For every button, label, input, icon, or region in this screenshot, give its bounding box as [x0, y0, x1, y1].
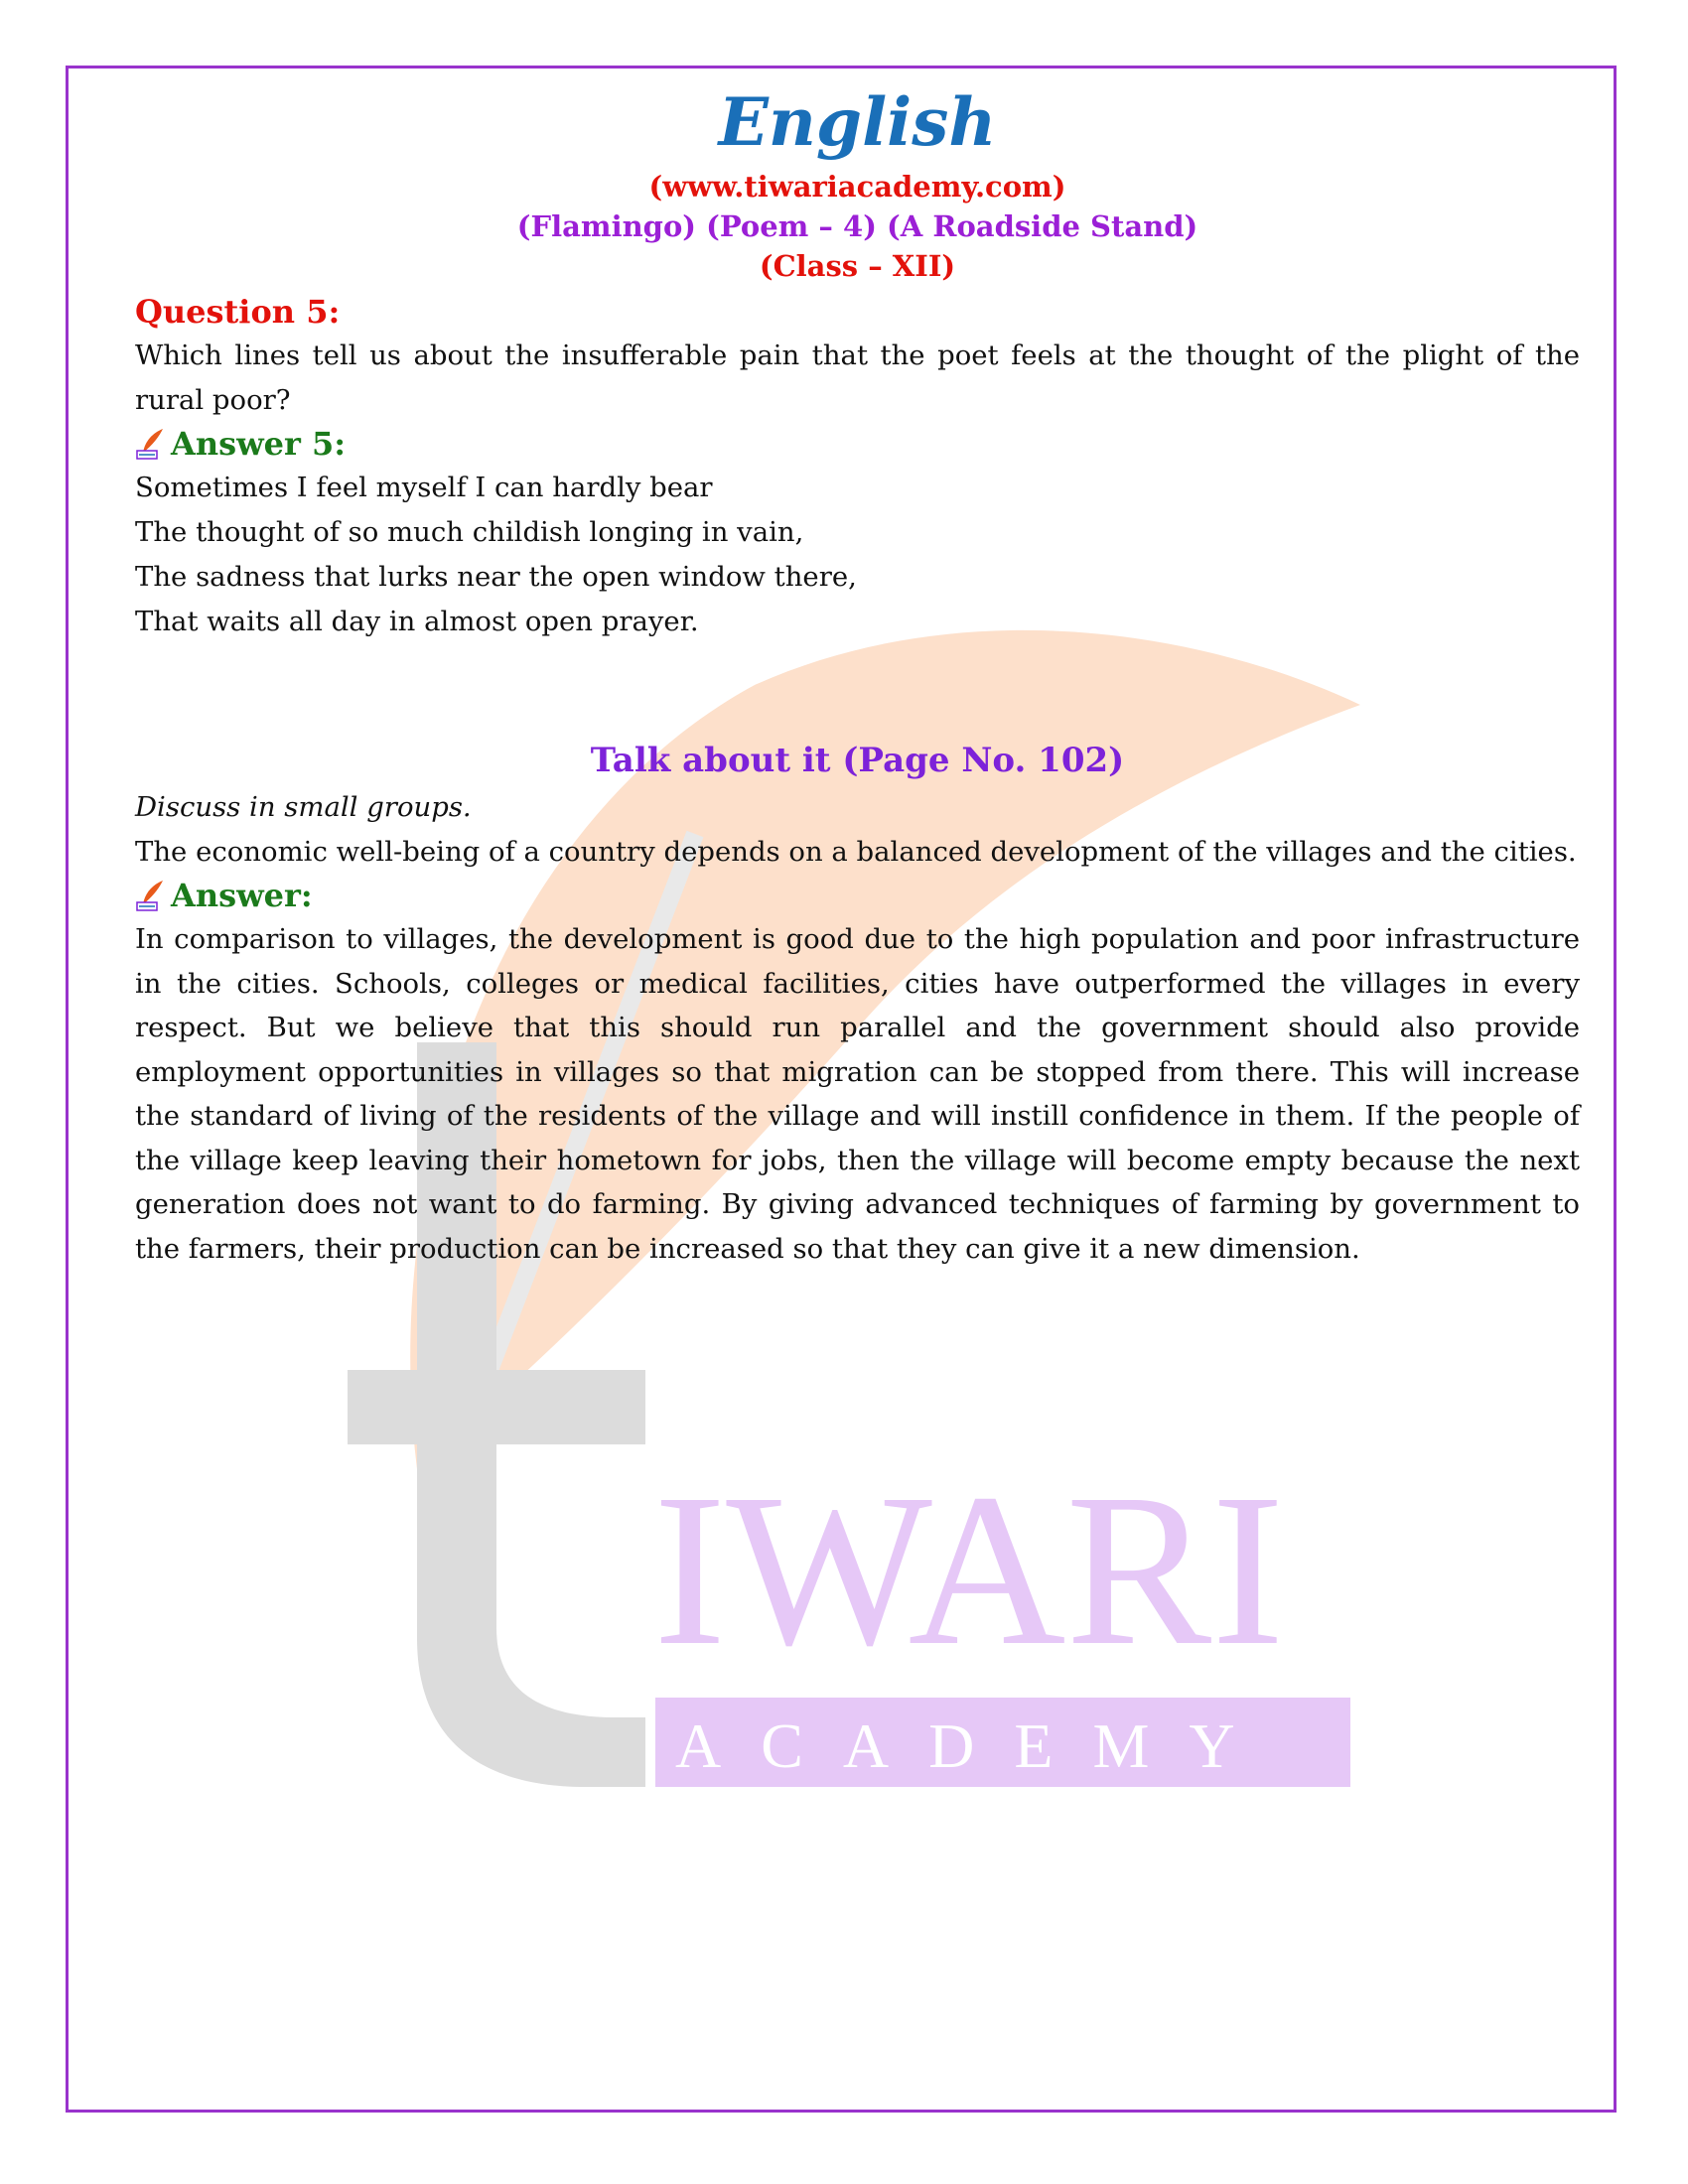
talk-answer-text: In comparison to villages, the development is good due to the high population and poor infrastructure in the cities. Schools, colleges or medical facilities, cities have outperformed the villages in every respect. But we believe that this should run parallel and the government should also provide employment opportunities in villages so that migration can be stopped from there. This will increase the standard of living of the residents of the village and will instill confidence in them. If the people of the village keep leaving their hometown for jobs, then the village will become empty because the next generation does not want to do farming. By giving advanced techniques of farming by government to the farmers, their production can be increased so that they can give it a new dimension.: [135, 923, 1580, 1265]
book-line: (Flamingo) (Poem – 4) (A Roadside Stand): [516, 209, 1198, 243]
talk-about-it-title: Talk about it (Page No. 102): [590, 741, 1125, 780]
quill-pen-icon: [135, 879, 167, 912]
poem-line-2: The thought of so much childish longing in vain,: [135, 516, 804, 548]
quill-pen-icon: [135, 427, 167, 461]
class-line: (Class – XII): [759, 249, 956, 283]
poem-line-4: That waits all day in almost open prayer.: [135, 606, 699, 637]
talk-answer-heading: [135, 874, 1580, 917]
talk-answer-label: Answer:: [171, 877, 313, 914]
question-5-heading: Question 5:: [135, 293, 341, 331]
poem-line-3: The sadness that lurks near the open window there,: [135, 561, 857, 593]
answer-5-heading: [135, 422, 1580, 466]
page-title: English: [718, 83, 997, 161]
website-line: (www.tiwariacademy.com): [648, 170, 1066, 204]
watermark-word-iwari: IWARI: [653, 1448, 1285, 1691]
poem-line-1: Sometimes I feel myself I can hardly bear: [135, 472, 713, 503]
page-content: [135, 77, 1580, 1271]
watermark-word-academy: ACADEMY: [675, 1710, 1275, 1781]
talk-prompt: The economic well-being of a country depends on a balanced development of the villages and the cities.: [135, 835, 1577, 868]
answer-5-label: Answer 5:: [171, 425, 347, 463]
question-5-text: Which lines tell us about the insufferable pain that the poet feels at the thought of the plight of the rural poor?: [135, 340, 1580, 416]
talk-instruction: Discuss in small groups.: [135, 791, 472, 823]
